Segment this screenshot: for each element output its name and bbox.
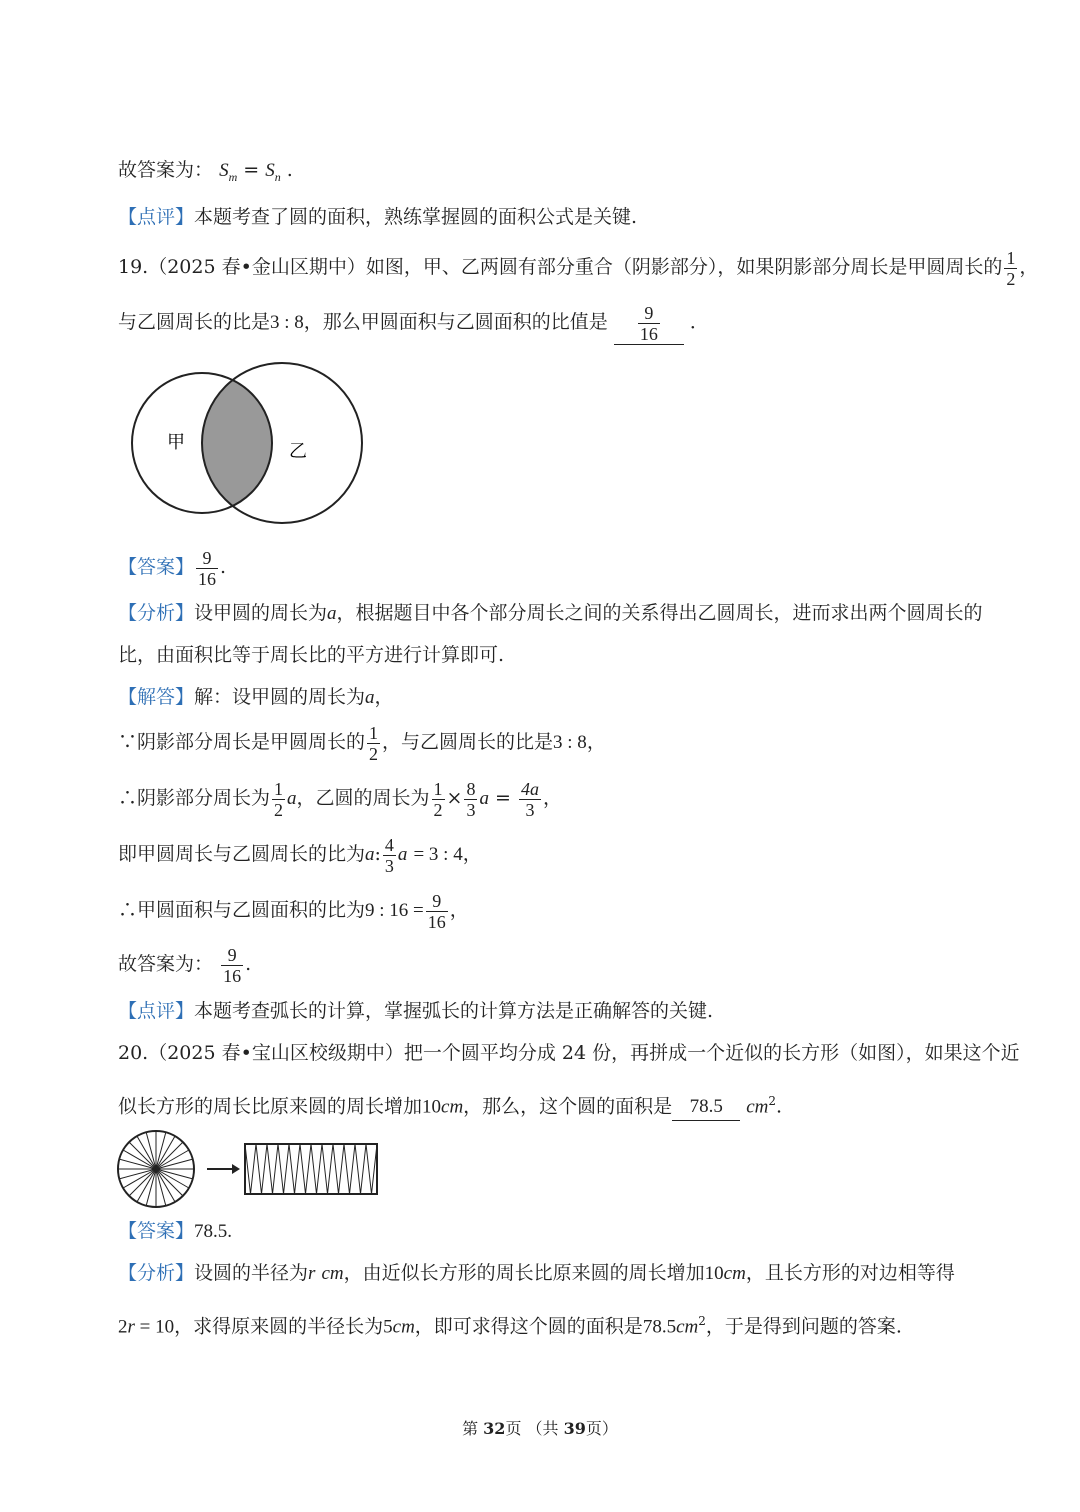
q19-solution-line2: ∵阴影部分周长是甲圆周长的 $\frac{1}{2}$ ，与乙圆周长的比是3 : 8，: [118, 722, 606, 764]
q19-solution-line5: ∴甲圆面积与乙圆面积的比为9 : 16 = $\frac{9}{16}$ ，: [118, 890, 469, 932]
q19-analysis-line1: 【分析】设甲圆的周长为a，根据题目中各个部分周长之间的关系得出乙圆周长，进而求出两个圆周长的: [118, 602, 983, 624]
q20-circle-to-rectangle-figure: [112, 1126, 382, 1216]
label-yi: 乙: [289, 441, 307, 462]
q20-stem-line1: 20.（2025 春•宝山区校级期中）把一个圆平均分成 24 份，再拼成一个近似的长方形（如图），如果这个近: [118, 1042, 1020, 1064]
rectangle-zigzag: [245, 1144, 377, 1194]
label-jia: 甲: [167, 432, 185, 453]
prev-comment: 【点评】本题考查了圆的面积，熟练掌握圆的面积公式是关键.: [118, 206, 638, 228]
arrow-icon: [232, 1164, 240, 1174]
approx-rectangle: [245, 1144, 377, 1194]
q19-solution-line3: ∴阴影部分周长为 $\frac{1}{2}$ a，乙圆的周长为 $\frac{1}{2}$ × $\frac{8}{3}$ a = $\frac{4a}{3}$ ，: [118, 778, 562, 820]
q20-answer: 【答案】78.5.: [118, 1220, 233, 1242]
q19-analysis-line2: 比，由面积比等于周长比的平方进行计算即可.: [118, 644, 505, 666]
q19-comment: 【点评】本题考查弧长的计算，掌握弧长的计算方法是正确解答的关键.: [118, 1000, 714, 1022]
q20-analysis-line2: 2r = 10，求得原来圆的半径长为5cm，即可求得这个圆的面积是$78.5cm^2$，于是得到问题的答案.: [118, 1314, 902, 1338]
q19-stem-line2: 与乙圆周长的比是3 : 8，那么甲圆面积与乙圆面积的比值是 $\frac{9}{16}$ ．: [118, 300, 709, 344]
fraction-half: $\frac{1}{2}$: [1006, 247, 1016, 289]
q19-answer-blank: $\frac{9}{16}$: [614, 300, 684, 345]
page-footer: 第 32页 （共 39页）: [462, 1419, 618, 1438]
q20-analysis-line1: 【分析】设圆的半径为r cm，由近似长方形的周长比原来圆的周长增加10cm，且长方形的对边相等得: [118, 1262, 955, 1284]
q20-answer-blank: 78.5: [672, 1093, 740, 1121]
q19-solution-line4: 即甲圆周长与乙圆周长的比为a: $\frac{4}{3}$ a = 3 : 4，: [118, 834, 482, 876]
q19-overlap-circles-figure: [112, 358, 372, 533]
comment-tag: 【点评】: [118, 206, 195, 228]
q19-solution-line1: 【解答】解：设甲圆的周长为a，: [118, 686, 394, 708]
q19-final-answer: 故答案为： $\frac{9}{16}$ .: [118, 944, 252, 986]
q19-stem-line1: 19.（2025 春•金山区期中）如图，甲、乙两圆有部分重合（阴影部分），如果阴影部分周长是甲圆周长的 $\frac{1}{2}$ ，: [118, 247, 1039, 289]
q19-answer: 【答案】 $\frac{9}{16}$ .: [118, 547, 227, 589]
q20-stem-line2: 似长方形的周长比原来圆的周长增加10cm，那么，这个圆的面积是 78.5 $cm^2$.: [118, 1088, 782, 1121]
prev-answer-line: 故答案为： $S_m = S_n$ .: [118, 159, 293, 184]
circle-sectors: [118, 1131, 194, 1207]
